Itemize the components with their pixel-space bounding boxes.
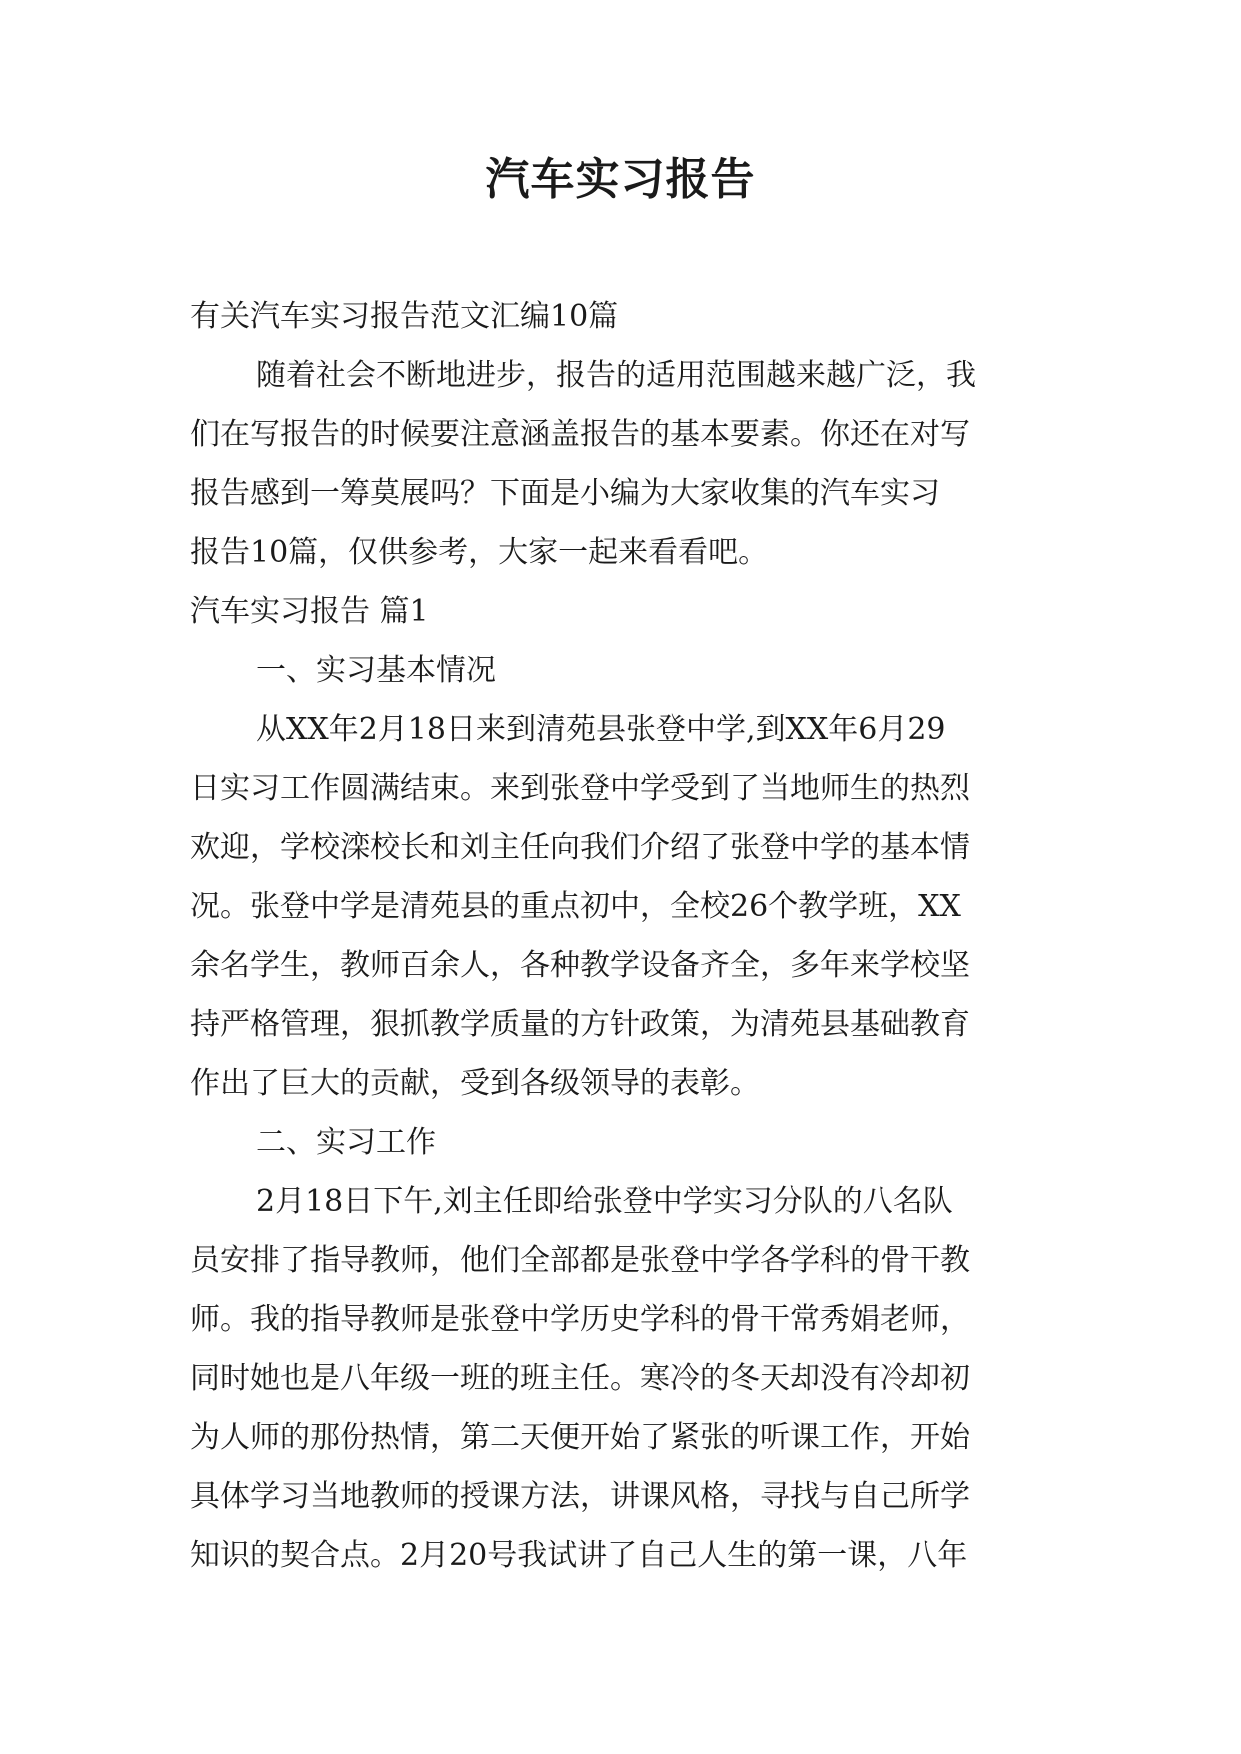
paragraph-line: 报告10篇，仅供参考，大家一起来看看吧。 [190, 535, 769, 570]
paragraph-line: 为人师的那份热情，第二天便开始了紧张的听课工作，开始 [190, 1420, 970, 1455]
paragraph-line: 欢迎，学校滦校长和刘主任向我们介绍了张登中学的基本情 [190, 830, 970, 865]
paragraph-line: 2月18日下午,刘主任即给张登中学实习分队的八名队 [256, 1184, 953, 1219]
subtitle-line: 有关汽车实习报告范文汇编10篇 [190, 299, 619, 334]
paragraph-line: 作出了巨大的贡献，受到各级领导的表彰。 [190, 1066, 760, 1101]
paragraph-line: 知识的契合点。2月20号我试讲了自己人生的第一课，八年 [190, 1538, 968, 1573]
paragraph-line: 随着社会不断地进步，报告的适用范围越来越广泛，我 [256, 358, 976, 393]
document-title: 汽车实习报告 [485, 154, 756, 205]
paragraph-line: 日实习工作圆满结束。来到张登中学受到了当地师生的热烈 [190, 771, 970, 806]
paragraph-line: 具体学习当地教师的授课方法，讲课风格，寻找与自己所学 [190, 1479, 970, 1514]
paragraph-line: 们在写报告的时候要注意涵盖报告的基本要素。你还在对写 [190, 417, 970, 452]
paragraph-line: 余名学生，教师百余人，各种教学设备齐全，多年来学校坚 [190, 948, 970, 983]
subsection-heading: 一、实习基本情况 [256, 653, 496, 688]
paragraph-line: 报告感到一筹莫展吗？下面是小编为大家收集的汽车实习 [190, 476, 940, 511]
paragraph-line: 持严格管理，狠抓教学质量的方针政策，为清苑县基础教育 [190, 1007, 970, 1042]
paragraph-line: 从XX年2月18日来到清苑县张登中学,到XX年6月29 [256, 712, 946, 747]
paragraph-line: 师。我的指导教师是张登中学历史学科的骨干常秀娟老师， [190, 1302, 970, 1337]
paragraph-line: 况。张登中学是清苑县的重点初中，全校26个教学班，XX [190, 889, 961, 924]
section-heading: 汽车实习报告 篇1 [190, 594, 429, 629]
paragraph-line: 同时她也是八年级一班的班主任。寒冷的冬天却没有冷却初 [190, 1361, 970, 1396]
document-body [190, 287, 1070, 1585]
subsection-heading: 二、实习工作 [256, 1125, 436, 1160]
paragraph-line: 员安排了指导教师，他们全部都是张登中学各学科的骨干教 [190, 1243, 970, 1278]
